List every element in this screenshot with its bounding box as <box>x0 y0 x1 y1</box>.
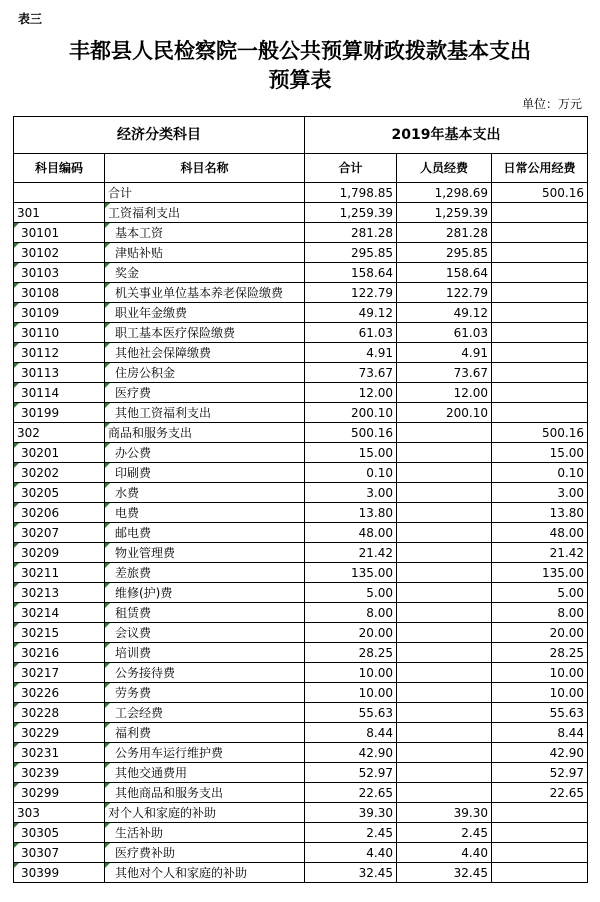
cell-name: 培训费 <box>105 643 305 663</box>
cell-total: 10.00 <box>305 683 397 703</box>
cell-code: 30199 <box>14 403 105 423</box>
table-row <box>14 463 588 483</box>
table-row <box>14 383 588 403</box>
table-row <box>14 743 588 763</box>
cell-code: 30110 <box>14 323 105 343</box>
cell-code: 30205 <box>14 483 105 503</box>
cell-public: 22.65 <box>492 783 588 803</box>
header-personnel: 人员经费 <box>397 154 492 183</box>
cell-code: 303 <box>14 803 105 823</box>
cell-public: 8.44 <box>492 723 588 743</box>
cell-personnel <box>397 743 492 763</box>
cell-total: 12.00 <box>305 383 397 403</box>
cell-total: 61.03 <box>305 323 397 343</box>
cell-personnel: 1,259.39 <box>397 203 492 223</box>
cell-name: 租赁费 <box>105 603 305 623</box>
cell-name: 其他交通费用 <box>105 763 305 783</box>
cell-personnel <box>397 763 492 783</box>
table-row <box>14 763 588 783</box>
table-row <box>14 563 588 583</box>
table-row <box>14 243 588 263</box>
cell-total: 8.44 <box>305 723 397 743</box>
cell-public: 500.16 <box>492 183 588 203</box>
table-row <box>14 623 588 643</box>
cell-public <box>492 323 588 343</box>
header-code: 科目编码 <box>14 154 105 183</box>
cell-total: 200.10 <box>305 403 397 423</box>
cell-public <box>492 243 588 263</box>
cell-name: 工资福利支出 <box>105 203 305 223</box>
cell-name: 其他商品和服务支出 <box>105 783 305 803</box>
cell-code: 30109 <box>14 303 105 323</box>
cell-name: 对个人和家庭的补助 <box>105 803 305 823</box>
table-row <box>14 503 588 523</box>
table-row <box>14 403 588 423</box>
table-row <box>14 363 588 383</box>
cell-code: 30215 <box>14 623 105 643</box>
cell-personnel: 12.00 <box>397 383 492 403</box>
cell-total: 22.65 <box>305 783 397 803</box>
cell-total: 32.45 <box>305 863 397 883</box>
table-row <box>14 783 588 803</box>
cell-name: 住房公积金 <box>105 363 305 383</box>
table-row <box>14 723 588 743</box>
table-row <box>14 603 588 623</box>
cell-total: 281.28 <box>305 223 397 243</box>
cell-personnel <box>397 503 492 523</box>
cell-total: 8.00 <box>305 603 397 623</box>
cell-code: 30305 <box>14 823 105 843</box>
table-row <box>14 523 588 543</box>
cell-personnel <box>397 583 492 603</box>
cell-total: 500.16 <box>305 423 397 443</box>
cell-code: 30112 <box>14 343 105 363</box>
cell-code: 30226 <box>14 683 105 703</box>
cell-public <box>492 863 588 883</box>
cell-total: 55.63 <box>305 703 397 723</box>
cell-code: 30202 <box>14 463 105 483</box>
cell-name: 奖金 <box>105 263 305 283</box>
cell-personnel <box>397 663 492 683</box>
cell-public <box>492 803 588 823</box>
cell-code: 302 <box>14 423 105 443</box>
cell-personnel: 61.03 <box>397 323 492 343</box>
cell-name: 物业管理费 <box>105 543 305 563</box>
cell-personnel: 32.45 <box>397 863 492 883</box>
table-row <box>14 543 588 563</box>
table-row <box>14 583 588 603</box>
cell-name: 工会经费 <box>105 703 305 723</box>
cell-total: 122.79 <box>305 283 397 303</box>
table-row <box>14 663 588 683</box>
cell-total: 52.97 <box>305 763 397 783</box>
cell-personnel: 158.64 <box>397 263 492 283</box>
table-row <box>14 263 588 283</box>
cell-name: 生活补助 <box>105 823 305 843</box>
cell-total: 20.00 <box>305 623 397 643</box>
cell-personnel <box>397 523 492 543</box>
cell-code: 30206 <box>14 503 105 523</box>
cell-name: 差旅费 <box>105 563 305 583</box>
cell-name: 职业年金缴费 <box>105 303 305 323</box>
header-total: 合计 <box>305 154 397 183</box>
table-row <box>14 303 588 323</box>
cell-total: 49.12 <box>305 303 397 323</box>
cell-total: 13.80 <box>305 503 397 523</box>
cell-total: 5.00 <box>305 583 397 603</box>
cell-personnel <box>397 443 492 463</box>
cell-name: 公务用车运行维护费 <box>105 743 305 763</box>
cell-public: 135.00 <box>492 563 588 583</box>
cell-personnel <box>397 603 492 623</box>
cell-public <box>492 843 588 863</box>
header-public: 日常公用经费 <box>492 154 588 183</box>
cell-personnel: 73.67 <box>397 363 492 383</box>
cell-code: 30103 <box>14 263 105 283</box>
cell-name: 其他对个人和家庭的补助 <box>105 863 305 883</box>
unit-label: 单位：万元 <box>521 97 582 111</box>
cell-personnel: 2.45 <box>397 823 492 843</box>
table-row <box>14 443 588 463</box>
cell-name: 其他社会保障缴费 <box>105 343 305 363</box>
cell-name: 商品和服务支出 <box>105 423 305 443</box>
budget-table <box>13 116 588 883</box>
table-row <box>14 323 588 343</box>
cell-code: 30207 <box>14 523 105 543</box>
cell-code: 30229 <box>14 723 105 743</box>
cell-total: 2.45 <box>305 823 397 843</box>
cell-public: 21.42 <box>492 543 588 563</box>
cell-total: 295.85 <box>305 243 397 263</box>
cell-code: 30211 <box>14 563 105 583</box>
cell-total: 39.30 <box>305 803 397 823</box>
cell-total: 4.40 <box>305 843 397 863</box>
cell-personnel <box>397 783 492 803</box>
page-title: 丰都县人民检察院一般公共预算财政拨款基本支出 <box>69 38 531 63</box>
cell-public <box>492 403 588 423</box>
cell-name: 会议费 <box>105 623 305 643</box>
cell-personnel: 39.30 <box>397 803 492 823</box>
cell-total: 10.00 <box>305 663 397 683</box>
cell-code: 30213 <box>14 583 105 603</box>
cell-total: 4.91 <box>305 343 397 363</box>
cell-code: 30231 <box>14 743 105 763</box>
cell-total: 42.90 <box>305 743 397 763</box>
cell-personnel: 122.79 <box>397 283 492 303</box>
cell-public: 10.00 <box>492 683 588 703</box>
cell-public: 8.00 <box>492 603 588 623</box>
cell-personnel <box>397 723 492 743</box>
cell-code <box>14 183 105 203</box>
cell-name: 福利费 <box>105 723 305 743</box>
cell-personnel <box>397 643 492 663</box>
cell-total: 1,798.85 <box>305 183 397 203</box>
cell-public <box>492 343 588 363</box>
cell-code: 30102 <box>14 243 105 263</box>
cell-personnel: 281.28 <box>397 223 492 243</box>
cell-total: 3.00 <box>305 483 397 503</box>
cell-public: 52.97 <box>492 763 588 783</box>
cell-public: 15.00 <box>492 443 588 463</box>
cell-code: 30399 <box>14 863 105 883</box>
cell-code: 30214 <box>14 603 105 623</box>
table-row <box>14 223 588 243</box>
table-row <box>14 183 588 203</box>
cell-code: 30114 <box>14 383 105 403</box>
cell-name: 医疗费 <box>105 383 305 403</box>
header-name: 科目名称 <box>105 154 305 183</box>
cell-code: 30217 <box>14 663 105 683</box>
cell-public: 48.00 <box>492 523 588 543</box>
cell-public: 55.63 <box>492 703 588 723</box>
cell-total: 0.10 <box>305 463 397 483</box>
cell-personnel: 4.91 <box>397 343 492 363</box>
cell-code: 30209 <box>14 543 105 563</box>
cell-personnel <box>397 623 492 643</box>
cell-name: 邮电费 <box>105 523 305 543</box>
cell-public: 5.00 <box>492 583 588 603</box>
cell-personnel: 49.12 <box>397 303 492 323</box>
cell-public: 10.00 <box>492 663 588 683</box>
cell-code: 30307 <box>14 843 105 863</box>
table-row <box>14 283 588 303</box>
cell-personnel <box>397 703 492 723</box>
cell-name: 电费 <box>105 503 305 523</box>
cell-code: 30108 <box>14 283 105 303</box>
cell-total: 28.25 <box>305 643 397 663</box>
cell-total: 1,259.39 <box>305 203 397 223</box>
cell-personnel <box>397 683 492 703</box>
header-econ-class: 经济分类科目 <box>14 117 305 154</box>
cell-public <box>492 203 588 223</box>
cell-code: 30228 <box>14 703 105 723</box>
cell-code: 30299 <box>14 783 105 803</box>
table-row <box>14 703 588 723</box>
cell-public <box>492 223 588 243</box>
cell-public <box>492 263 588 283</box>
cell-code: 301 <box>14 203 105 223</box>
cell-total: 21.42 <box>305 543 397 563</box>
cell-personnel: 295.85 <box>397 243 492 263</box>
cell-code: 30101 <box>14 223 105 243</box>
cell-personnel: 200.10 <box>397 403 492 423</box>
cell-name: 合计 <box>105 183 305 203</box>
cell-public: 28.25 <box>492 643 588 663</box>
table-row <box>14 423 588 443</box>
cell-total: 158.64 <box>305 263 397 283</box>
table-row <box>14 203 588 223</box>
cell-name: 印刷费 <box>105 463 305 483</box>
table-row <box>14 843 588 863</box>
table-row <box>14 863 588 883</box>
cell-personnel <box>397 463 492 483</box>
cell-name: 办公费 <box>105 443 305 463</box>
cell-name: 职工基本医疗保险缴费 <box>105 323 305 343</box>
page-title-line2: 预算表 <box>268 67 332 92</box>
cell-total: 135.00 <box>305 563 397 583</box>
table-row <box>14 683 588 703</box>
cell-public: 0.10 <box>492 463 588 483</box>
cell-name: 医疗费补助 <box>105 843 305 863</box>
table-row <box>14 803 588 823</box>
table-row <box>14 343 588 363</box>
cell-personnel <box>397 483 492 503</box>
cell-public: 13.80 <box>492 503 588 523</box>
page-label: 表三 <box>18 12 43 26</box>
cell-personnel: 1,298.69 <box>397 183 492 203</box>
cell-public: 42.90 <box>492 743 588 763</box>
cell-code: 30216 <box>14 643 105 663</box>
header-year-total: 2019年基本支出 <box>305 117 588 154</box>
cell-personnel: 4.40 <box>397 843 492 863</box>
cell-code: 30201 <box>14 443 105 463</box>
cell-code: 30113 <box>14 363 105 383</box>
cell-public: 500.16 <box>492 423 588 443</box>
cell-name: 机关事业单位基本养老保险缴费 <box>105 283 305 303</box>
cell-public <box>492 283 588 303</box>
cell-personnel <box>397 543 492 563</box>
cell-public <box>492 823 588 843</box>
cell-name: 公务接待费 <box>105 663 305 683</box>
cell-name: 津贴补贴 <box>105 243 305 263</box>
cell-name: 维修(护)费 <box>105 583 305 603</box>
cell-total: 48.00 <box>305 523 397 543</box>
cell-code: 30239 <box>14 763 105 783</box>
table-row <box>14 643 588 663</box>
cell-name: 其他工资福利支出 <box>105 403 305 423</box>
cell-personnel <box>397 423 492 443</box>
cell-name: 劳务费 <box>105 683 305 703</box>
cell-name: 基本工资 <box>105 223 305 243</box>
cell-total: 73.67 <box>305 363 397 383</box>
cell-total: 15.00 <box>305 443 397 463</box>
cell-public <box>492 363 588 383</box>
table-row <box>14 483 588 503</box>
table-row <box>14 823 588 843</box>
cell-personnel <box>397 563 492 583</box>
cell-public: 20.00 <box>492 623 588 643</box>
cell-public: 3.00 <box>492 483 588 503</box>
cell-name: 水费 <box>105 483 305 503</box>
cell-public <box>492 383 588 403</box>
cell-public <box>492 303 588 323</box>
